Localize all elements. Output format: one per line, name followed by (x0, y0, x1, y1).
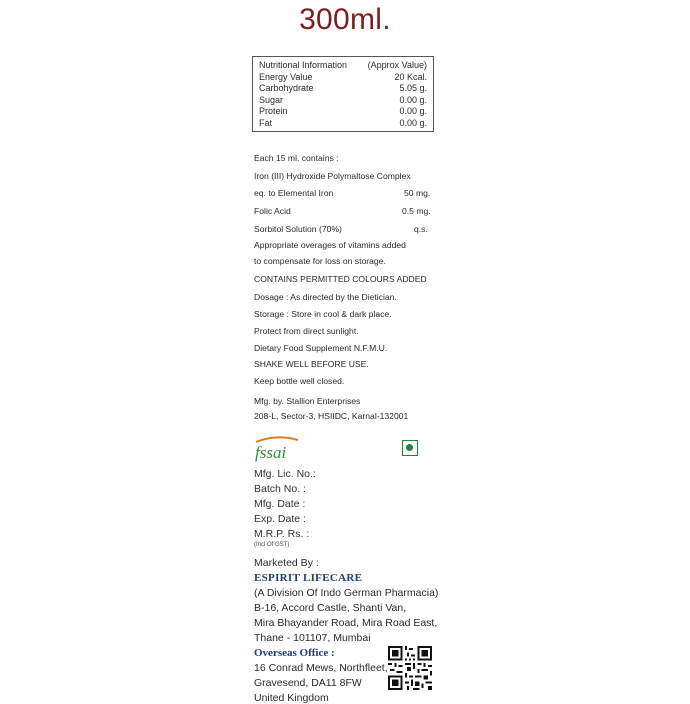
fssai-logo-text: fssai (255, 443, 287, 462)
address-line-2: Mira Bhayander Road, Mira Road East, (254, 617, 438, 629)
exp-date-field: Exp. Date : (254, 513, 306, 525)
sorbitol-value: q.s. (414, 224, 428, 234)
marketer-block (254, 0, 454, 704)
mfg-lic-field: Mfg. Lic. No.: (254, 468, 316, 480)
batch-field: Batch No. : (254, 483, 306, 495)
nutrition-row-value: 0.00 g. (399, 117, 427, 128)
qr-code-icon (388, 646, 432, 690)
sorbitol-line: Sorbitol Solution (70%) (254, 224, 342, 234)
overseas-label: Overseas Office : (254, 647, 335, 659)
marketed-by-label: Marketed By : (254, 557, 319, 569)
colours-line: CONTAINS PERMITTED COLOURS ADDED (254, 274, 427, 284)
overseas-line-1: 16 Conrad Mews, Northfleet, (254, 662, 388, 674)
overage-line-2: to compensate for loss on storage. (254, 256, 386, 266)
nutrition-row-value: 20 Kcal. (394, 71, 427, 82)
nutrition-header-value: (Approx Value) (367, 60, 427, 70)
mrp-field: M.R.P. Rs. : (254, 528, 310, 540)
composition-intro: Each 15 ml. contains : (254, 153, 339, 163)
nutrition-header-label: Nutritional Information (259, 60, 348, 70)
address-line-1: B-16, Accord Castle, Shanti Van, (254, 602, 407, 614)
storage-line: Storage : Store in cool & dark place. (254, 309, 392, 319)
mfg-date-field: Mfg. Date : (254, 498, 306, 510)
folic-line: Folic Acid (254, 206, 291, 216)
nutrition-row-label: Carbohydrate (259, 83, 314, 93)
manufacturer-line-1: Mfg. by. Stallion Enterprises (254, 396, 361, 406)
overseas-line-2: Gravesend, DA11 8FW (254, 677, 362, 689)
nutrition-row-label: Sugar (259, 94, 284, 105)
volume-heading: 300ml. (299, 3, 391, 36)
folic-value: 0.5 mg. (402, 206, 431, 216)
iron-value: 50 mg. (404, 188, 431, 198)
nutrition-row-label: Fat (259, 117, 273, 128)
shake-line: SHAKE WELL BEFORE USE. (254, 359, 369, 369)
division-line: (A Division Of Indo German Pharmacia) (254, 587, 439, 599)
nutrition-row-label: Energy Value (259, 71, 313, 82)
overage-line-1: Appropriate overages of vitamins added (254, 240, 406, 250)
overseas-line-3: United Kingdom (254, 692, 329, 704)
nutrition-row-value: 5.05 g. (399, 83, 427, 93)
iron-line-1: Iron (III) Hydroxide Polymaltose Complex (254, 171, 411, 181)
nutrition-row-label: Protein (259, 106, 288, 116)
keep-line: Keep bottle well closed. (254, 376, 345, 386)
protect-line: Protect from direct sunlight. (254, 326, 359, 336)
dietary-line: Dietary Food Supplement N.F.M.U. (254, 343, 388, 353)
address-line-3: Thane - 101107, Mumbai (254, 632, 371, 644)
nutrition-row-value: 0.00 g. (399, 106, 427, 116)
manufacturer-line-2: 208-L, Sector-3, HSIIDC, Karnal-132001 (254, 411, 409, 421)
nutrition-row-value: 0.00 g. (399, 94, 427, 105)
dosage-line: Dosage : As directed by the Dietician. (254, 292, 397, 302)
gst-note: (Incl Of GST) (254, 542, 290, 548)
brand-name: ESPIRIT LIFECARE (254, 572, 363, 584)
iron-line-2: eq. to Elemental Iron (254, 188, 334, 198)
